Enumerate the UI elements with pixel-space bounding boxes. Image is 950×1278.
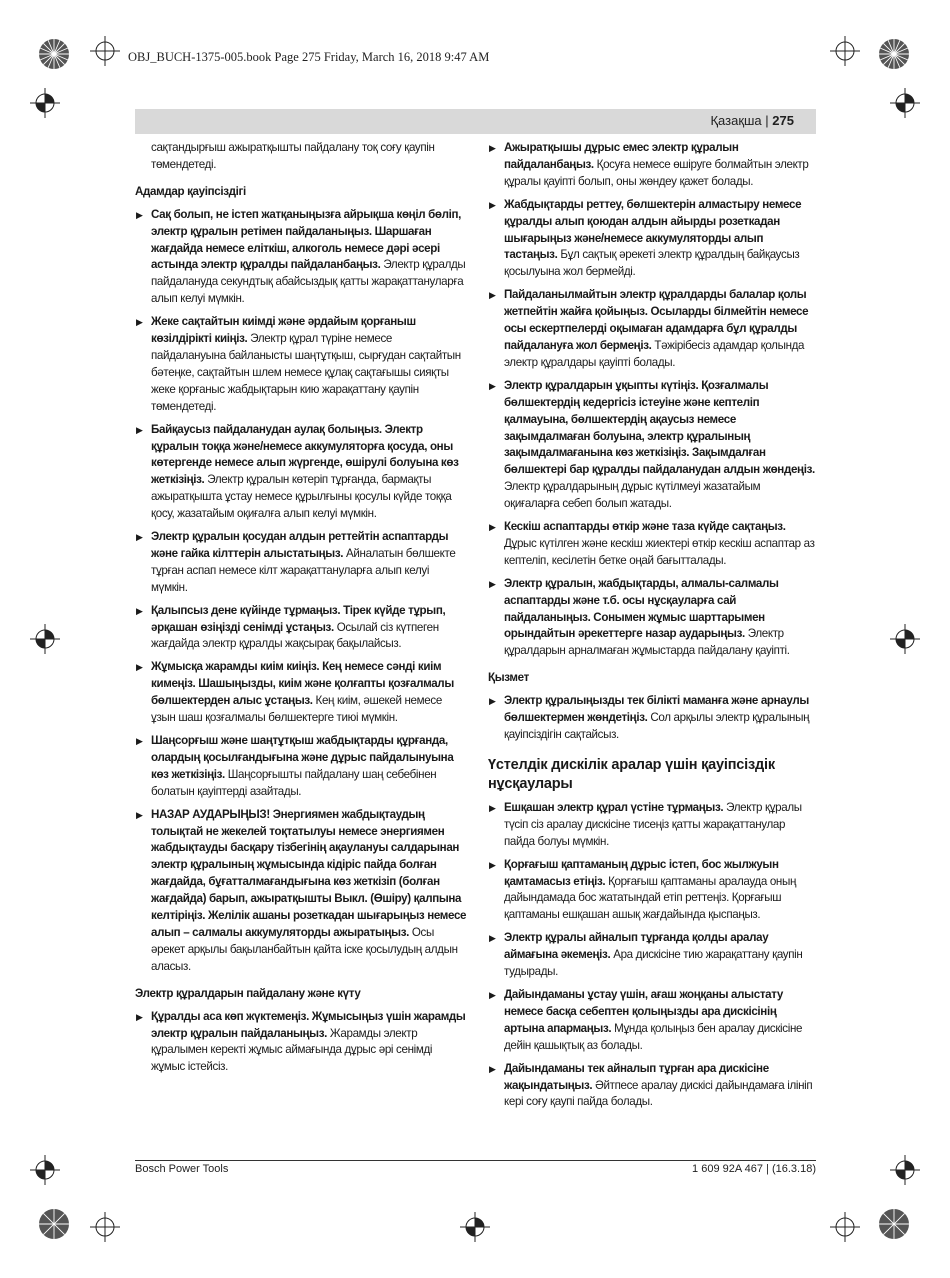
bullet-item	[488, 197, 816, 282]
table-saw-safety-list	[488, 800, 816, 1111]
bullet-body-text: Айналатын бөлшекте тұрған аспап немесе кілт жарақаттануларға алып келуі мүмкін.	[151, 546, 456, 594]
bullet-item	[488, 378, 816, 513]
service-list	[488, 693, 816, 744]
bullet-item	[135, 659, 467, 727]
right-column	[488, 140, 816, 1117]
bullet-item	[488, 1061, 816, 1112]
bullet-bold-lead: Құралды аса көп жүктемеңіз. Жұмысыңыз үшін жарамды электр құралын пайдаланыңыз.	[151, 1009, 466, 1040]
bullet-bold-lead: Шаңсорғыш және шаңтұтқыш жабдықтарды құрғанда, олардың қосылғандығына және дұрыс пайдалынуына көз жеткізіңіз.	[151, 734, 454, 781]
bullet-item	[488, 800, 816, 851]
tool-use-list	[135, 1009, 467, 1077]
bullet-item	[488, 693, 816, 744]
bullet-item	[135, 422, 467, 523]
bullet-body-text: Электр құралдарының дұрыс күтілмеуі жазатайым оқиғаларға себеп болып жатады.	[504, 480, 761, 511]
intro-paragraph: сақтандырғыш ажыратқышты пайдалану тоқ соғу қаупін төмендетеді.	[151, 141, 435, 171]
bullet-item	[488, 857, 816, 925]
crosshair-mark-mid-right-2	[890, 624, 920, 654]
bullet-bold-lead: Жеке сақтайтын киімді және әрдайым қорғаныш көзілдірікті киіңіз.	[151, 315, 416, 346]
bullet-body-text: Қорғағыш қаптаманы аралауда оның дайындамада бос жататындай етіп реттеңіз. Қорғағыш қаптаманы ешқашан ашық жағдайында қыспаңыз.	[504, 874, 797, 922]
bullet-body-text: Бұл сақтық әрекеті электр құралдың байқаусыз қосылуына жол бермейді.	[504, 248, 800, 279]
bullet-body-text: Электр құралды пайдалануда секундтық абайсыздық қатты жарақаттануларға алып келуі мүмкін.	[151, 258, 466, 306]
bullet-triangle-icon: ▶	[136, 532, 143, 543]
bullet-body-text: Жарамды электр құралымен керекті жұмыс аймағында дұрыс әрі сенімді жұмыс істейсіз.	[151, 1026, 433, 1074]
footer-brand: Bosch Power Tools	[135, 1163, 229, 1175]
crosshair-mark-mid-left-2	[30, 624, 60, 654]
bullet-bold-lead: Дайындаманы ұстау үшін, ағаш жоңқаны алыстату немесе басқа себептен қолыңызды ара дискісінің артына апармаңыз.	[504, 987, 783, 1035]
bullet-body-text: Электр құралдарын арналмаған жұмыстарда пайдалану қауіпті.	[504, 627, 790, 658]
print-slug: OBJ_BUCH-1375-005.book Page 275 Friday, March 16, 2018 9:47 AM	[128, 50, 490, 64]
bullet-item	[488, 140, 816, 191]
bullet-body-text: Ара дискісіне тию жарақаттану қаупін тудырады.	[504, 948, 803, 979]
footer-doc-number: 1 609 92A 467 | (16.3.18)	[692, 1163, 816, 1175]
bullet-item	[488, 987, 816, 1055]
registration-mark-bottom-left-dial	[38, 1208, 70, 1240]
bullet-item	[488, 576, 816, 661]
section-heading-service: Қызмет	[488, 671, 529, 685]
crosshair-mark-mid-right-1	[890, 88, 920, 118]
section-heading-personal-safety: Адамдар қауіпсіздігі	[135, 184, 246, 198]
bullet-triangle-icon: ▶	[489, 578, 496, 589]
bullet-triangle-icon: ▶	[489, 802, 496, 813]
bullet-bold-lead: Ажыратқышы дұрыс емес электр құралын пайдаланбаңыз.	[504, 141, 739, 171]
crosshair-mark-bottom-right	[830, 1212, 860, 1242]
bullet-triangle-icon: ▶	[489, 696, 496, 707]
section-heading-tool-use: Электр құралдарын пайдалану және күту	[135, 986, 361, 1000]
tool-care-list	[488, 140, 816, 660]
bullet-bold-lead: Электр құралын қосудан алдын реттейтін аспаптарды және гайка кілттерін алыстатыңыз.	[151, 530, 449, 560]
crosshair-mark-bottom-left	[90, 1212, 120, 1242]
bullet-bold-lead: Электр құралыңызды тек білікті маманға және арнаулы бөлшектермен жөндетіңіз.	[504, 694, 809, 725]
bullet-bold-lead: НАЗАР АУДАРЫҢЫЗ! Энергиямен жабдықтаудың толықтай не жекелей тоқтатылуы немесе энергиямен жабдықтауды басқару тізбегінің ақаулануы салдарынан электр құралының жұмысында кідіріс пайда болған жағдайда, бұғатталмағандығына көз жеткізіп (болған жағдайда) барып, ажыратқышты Выкл. (Өшіру) қалпына келтіріңіз. Желілік ашаны розеткадан шығарыңыз немесе алып – салмалы аккумуляторды ажыратыңыз.	[151, 807, 467, 939]
crosshair-mark-low-right	[890, 1155, 920, 1185]
section-heading-table-saw-safety: Үстелдік дискілік аралар үшін қауіпсіздік нұсқаулары	[488, 756, 775, 792]
registration-mark-top-left-dial	[38, 38, 70, 70]
bullet-triangle-icon: ▶	[489, 522, 496, 533]
bullet-triangle-icon: ▶	[489, 859, 496, 870]
bullet-body-text: Дұрыс күтілген және кескіш жиектері өткір кескіш аспаптар аз кептеліп, кесілетін бетке оңай бағытталады.	[504, 536, 815, 567]
bullet-body-text: Тәжірібесіз адамдар қолында электр құралдары қауіпті болады.	[504, 338, 805, 369]
bullet-triangle-icon: ▶	[136, 736, 143, 746]
bullet-triangle-icon: ▶	[136, 809, 143, 820]
bullet-body-text: Электр құралы түсіп сіз аралау дискісіне тисеңіз қатты жарақаттанулар пайда болуы мүмкін.	[504, 800, 802, 848]
bullet-item	[135, 807, 467, 976]
bullet-triangle-icon: ▶	[136, 605, 143, 616]
bullet-triangle-icon: ▶	[489, 989, 496, 1000]
left-column	[135, 140, 467, 1082]
bullet-body-text: Әйтпесе аралау дискісі дайындамаға ілініп кері соғу қаупі пайда болады.	[504, 1078, 813, 1109]
bullet-item	[488, 519, 816, 570]
bullet-bold-lead: Кескіш аспаптарды өткір және таза күйде сақтаңыз.	[504, 520, 786, 534]
bullet-triangle-icon: ▶	[136, 209, 143, 220]
bullet-item	[135, 207, 467, 308]
bullet-body-text: Электр құрал түріне немесе пайдалануына байланысты шаңтұтқыш, сырғудан сақтайтын бәтеңке, сақтайтын шлем немесе құлақ сақтағышы сияқты жеке қорғаныс жабдықтарын кию жарақаттану қаупін төмендетеді.	[151, 332, 461, 413]
bullet-body-text: Кең киім, әшекей немесе ұзын шаш қозғалмалы бөлшектерге тиюі мүмкін.	[151, 694, 442, 725]
header-language: Қазақша	[710, 113, 762, 128]
bullet-bold-lead: Электр құралдарын ұқыпты күтіңіз. Қозғалмалы бөлшектердің кедергісіз істеуіне және кептеліп қалмауына, бөлшектердің ақаусыз немесе зақымдалмаған болуына, электр құралының зақымдалмағанына көз жеткізіңіз. Зақымдалған бөлшектері бар құралды пайдаланудан алдын жөндеңіз.	[504, 378, 815, 477]
bullet-item	[135, 529, 467, 597]
bullet-bold-lead: Пайдаланылмайтын электр құралдарды балалар қолы жетпейтін жайға қойыңыз. Осыларды білмейтін немесе осы ескертпелерді оқымаған адамдарға бұл құралды пайдалануға жол бермеңіз.	[504, 288, 809, 352]
bullet-bold-lead: Электр құралын, жабдықтарды, алмалы-салмалы аспаптарды және т.б. осы нұсқауларға сай пайдаланыңыз. Сонымен жұмыс шарттарымен орындайтын әрекеттерге назар аударыңыз.	[504, 576, 779, 641]
registration-mark-bottom-right-dial	[878, 1208, 910, 1240]
bullet-body-text: Осылай сіз күтпеген жағдайда электр құралды жақсырақ бақылайсыз.	[151, 620, 439, 651]
page-number: 275	[772, 113, 794, 128]
bullet-body-text: Осы әрекет арқылы бақыланбайтын қайта іске қосылудың алдын аласыз.	[151, 925, 458, 973]
bullet-triangle-icon: ▶	[489, 933, 496, 944]
bullet-body-text: Электр құралын көтеріп тұрғанда, бармақты ажыратқышта ұстау немесе құрылғыны қосулы күйде тоққа қосу, жазатайым оқиғалға алып келуі мүмкін.	[151, 473, 452, 521]
bullet-triangle-icon: ▶	[136, 317, 143, 328]
crosshair-mark-top-right	[830, 36, 860, 66]
header-separator: |	[765, 113, 773, 128]
page-header	[710, 113, 794, 128]
bullet-bold-lead: Дайындаманы тек айналып тұрған ара дискісіне жақындатыңыз.	[504, 1061, 769, 1092]
bullet-item	[135, 1009, 467, 1077]
personal-safety-list	[135, 207, 467, 976]
registration-mark-top-right-dial	[878, 38, 910, 70]
bullet-triangle-icon: ▶	[136, 424, 143, 435]
bullet-bold-lead: Жұмысқа жарамды киім киіңіз. Кең немесе сәнді киім кимеңіз. Шашыңызды, киім және қолғапты қозғалмалы бөлшектерден алыс ұстаңыз.	[151, 660, 454, 708]
crosshair-mark-top-left	[90, 36, 120, 66]
bullet-bold-lead: Сақ болып, не істеп жатқаныңызға айрықша көңіл бөліп, электр құралын ретімен пайдаланыңыз. Шаршаған жағдайда немесе еліткіш, алкоголь немесе дәрі әсері астында электр құралды пайдаланбаңыз.	[151, 207, 462, 272]
bullet-item	[488, 287, 816, 372]
bullet-triangle-icon: ▶	[489, 199, 496, 210]
bullet-body-text: Қосуға немесе өшіруге болмайтын электр құралы қауіпті болып, оны жөндеу қажет болады.	[504, 157, 809, 188]
bullet-bold-lead: Жабдықтарды реттеу, бөлшектерін алмастыру немесе құралды алып қоюдан алдын айырды розеткадан шығарыңыз және/немесе аккумуляторды алып тастаңыз.	[504, 197, 802, 262]
bullet-bold-lead: Электр құралы айналып тұрғанда қолды аралау аймағына әкемеңіз.	[504, 931, 769, 962]
bullet-item	[135, 603, 467, 654]
bullet-triangle-icon: ▶	[489, 290, 496, 301]
bullet-bold-lead: Байқаусыз пайдаланудан аулақ болыңыз. Электр құралын тоққа және/немесе аккумуляторға қосуда, оны көтергенде немесе алып жүргенде, өшірулі болуына көз жеткізіңіз.	[151, 422, 459, 487]
bullet-item	[135, 733, 467, 801]
bullet-body-text: Мұнда қолыңыз бен аралау дискісіне дейін қашықтық аз болады.	[504, 1021, 803, 1052]
bullet-triangle-icon: ▶	[489, 1063, 496, 1074]
crosshair-mark-mid-left-1	[30, 88, 60, 118]
bullet-body-text: Сол арқылы электр құралының қауіпсіздігін сақтайсыз.	[504, 711, 810, 741]
footer-rule	[135, 1160, 816, 1161]
bullet-body-text: Шаңсорғышты пайдалану шаң себебінен болатын қауіптерді азайтады.	[151, 767, 437, 798]
bullet-bold-lead: Ешқашан электр құрал үстіне тұрмаңыз.	[504, 800, 724, 814]
bullet-triangle-icon: ▶	[136, 662, 143, 673]
bullet-item	[488, 930, 816, 981]
bullet-triangle-icon: ▶	[136, 1011, 143, 1022]
bullet-triangle-icon: ▶	[489, 143, 496, 153]
bullet-triangle-icon: ▶	[489, 380, 496, 391]
bullet-item	[135, 314, 467, 415]
crosshair-mark-low-left	[30, 1155, 60, 1185]
bullet-bold-lead: Қалыпсыз дене күйінде тұрмаңыз. Тірек күйде тұрып, әрқашан өзіңізді сенімді ұстаңыз.	[151, 603, 446, 634]
crosshair-mark-bottom-center	[460, 1212, 490, 1242]
bullet-bold-lead: Қорғағыш қаптаманың дұрыс істеп, бос жылжуын қамтамасыз етіңіз.	[504, 857, 779, 888]
page-header-bar	[135, 109, 816, 134]
